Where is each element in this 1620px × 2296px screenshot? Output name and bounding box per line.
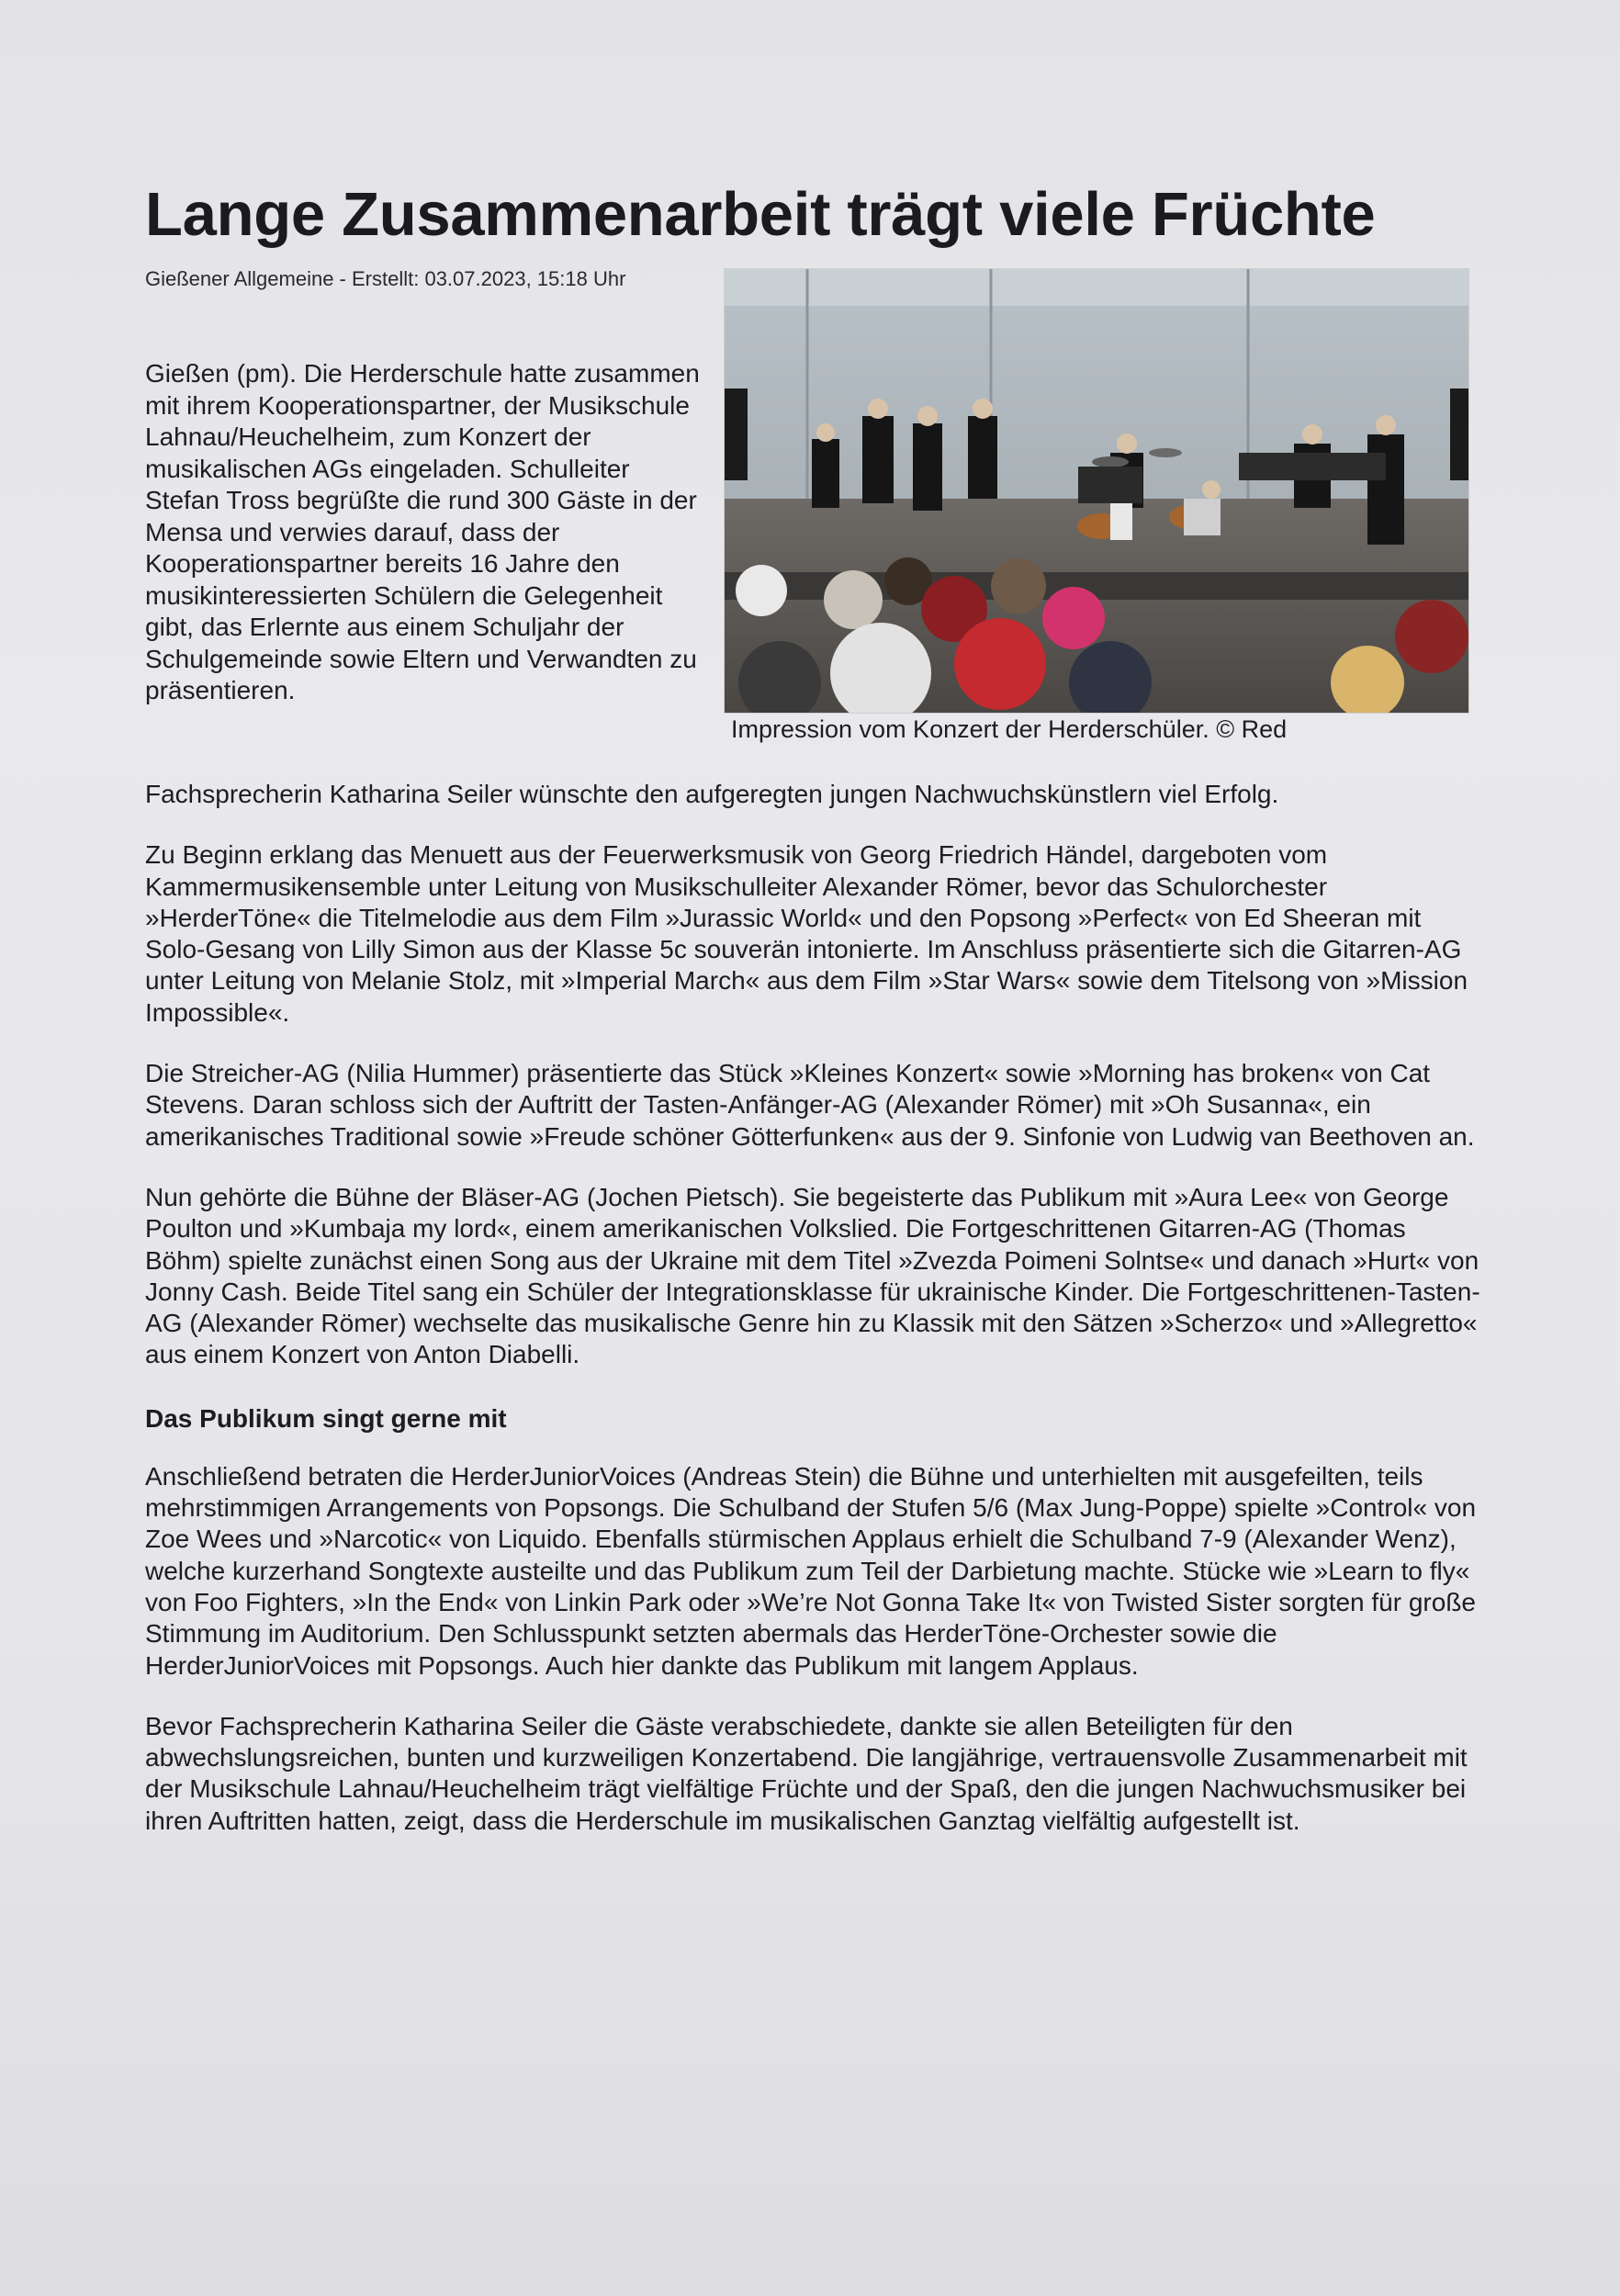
article [145,180,1486,1835]
body-paragraph: Anschließend betraten die HerderJuniorVoices (Andreas Stein) die Bühne und unterhielten mit ausgefeilten, teils mehrstimmigen Arrangements von Popsongs. Die Schulband der Stufen 5/6 (Max Jung-Poppe) spielte »Control« von Zoe Wees und »Narcotic« von Liquido. Ebenfalls stürmischen Applaus erhielt die Schulband 7-9 (Alexander Wenz), welche kurzerhand Songtexte austeilte und das Publikum zum Teil der Darbietung machte. Stücke wie »Learn to fly« von Foo Fighters, »In the End« von Linkin Park oder »We’re Not Gonna Take It« von Twisted Sister sorgten für große Stimmung im Auditorium. Den Schlusspunkt setzten abermals das HerderTöne-Orchester sowie die HerderJuniorVoices mit Popsongs. Auch hier dankte das Publikum mit langem Applaus. [145,1461,1477,1680]
intro-paragraph: Gießen (pm). Die Herderschule hatte zusammen mit ihrem Kooperationspartner, der Musikschule Lahnau/Heuchelheim, zum Konzert der musikalischen AGs eingeladen. Schulleiter Stefan Tross begrüßte die rund 300 Gäste in der Mensa und verwies darauf, dass der Kooperationspartner bereits 16 Jahre den musikinteressierten Schülern die Gelegenheit gibt, das Erlernte aus einem Schuljahr der Schulgemeinde sowie Eltern und Verwandten zu präsentieren. [145,359,700,704]
body-paragraph: Die Streicher-AG (Nilia Hummer) präsentierte das Stück »Kleines Konzert« sowie »Morning has broken« von Cat Stevens. Daran schloss sich der Auftritt der Tasten-Anfänger-AG (Alexander Römer) mit »Oh Susanna«, ein amerikanisches Traditional sowie »Freude schöner Götterfunken« aus der 9. Sinfonie von Ludwig van Beethoven an. [145,1059,1475,1151]
article-meta: Gießener Allgemeine - Erstellt: 03.07.2023, 15:18 Uhr [145,267,626,290]
article-body [145,779,1486,1866]
body-paragraph: Nun gehörte die Bühne der Bläser-AG (Jochen Pietsch). Sie begeisterte das Publikum mit »Aura Lee« von George Poulton und »Kumbaja my lord«, einem amerikanischen Volkslied. Die Fortgeschrittenen Gitarren-AG (Thomas Böhm) spielte zunächst einen Song aus der Ukraine mit dem Titel »Zvezda Poimeni Solntse« und danach »Hurt« von Jonny Cash. Beide Titel sang ein Schüler der Integrationsklasse für ukrainische Kinder. Die Fortgeschrittenen-Tasten-AG (Alexander Römer) wechselte das musikalische Genre hin zu Klassik mit den Sätzen »Scherzo« und »Allegretto« aus einem Konzert von Anton Diabelli. [145,1182,1480,1369]
article-title: Lange Zusammenarbeit trägt viele Früchte [145,180,1376,249]
body-paragraph: Bevor Fachsprecherin Katharina Seiler die Gäste verabschiedete, dankte sie allen Beteiligten für den abwechslungsreichen, bunten und kurzweiligen Konzertabend. Die langjährige, vertrauensvolle Zusammenarbeit mit der Musikschule Lahnau/Heuchelheim trägt vielfältige Früchte und der Spaß, den die jungen Nachwuchsmusiker bei ihren Auftritten hatten, zeigt, dass die Herderschule im musikalischen Ganztag vielfältig aufgestellt ist. [145,1711,1468,1835]
article-figure [724,268,1468,744]
concert-photo [724,268,1469,714]
subheading: Das Publikum singt gerne mit [145,1403,507,1433]
image-caption: Impression vom Konzert der Herderschüler. © Red [731,715,1288,743]
body-paragraph: Zu Beginn erklang das Menuett aus der Feuerwerksmusik von Georg Friedrich Händel, dargeboten vom Kammermusikensemble unter Leitung von Musikschulleiter Alexander Römer, bevor das Schulorchester »HerderTöne« die Titelmelodie aus dem Film »Jurassic World« und den Popsong »Perfect« von Ed Sheeran mit Solo-Gesang von Lilly Simon aus der Klasse 5c souverän intonierte. Im Anschluss präsentierte sich die Gitarren-AG unter Leitung von Melanie Stolz, mit »Imperial March« aus dem Film »Star Wars« sowie dem Titelsong von »Mission Impossible«. [145,840,1468,1027]
body-paragraph: Fachsprecherin Katharina Seiler wünschte den aufgeregten jungen Nachwuchskünstlern viel Erfolg. [145,780,1279,808]
